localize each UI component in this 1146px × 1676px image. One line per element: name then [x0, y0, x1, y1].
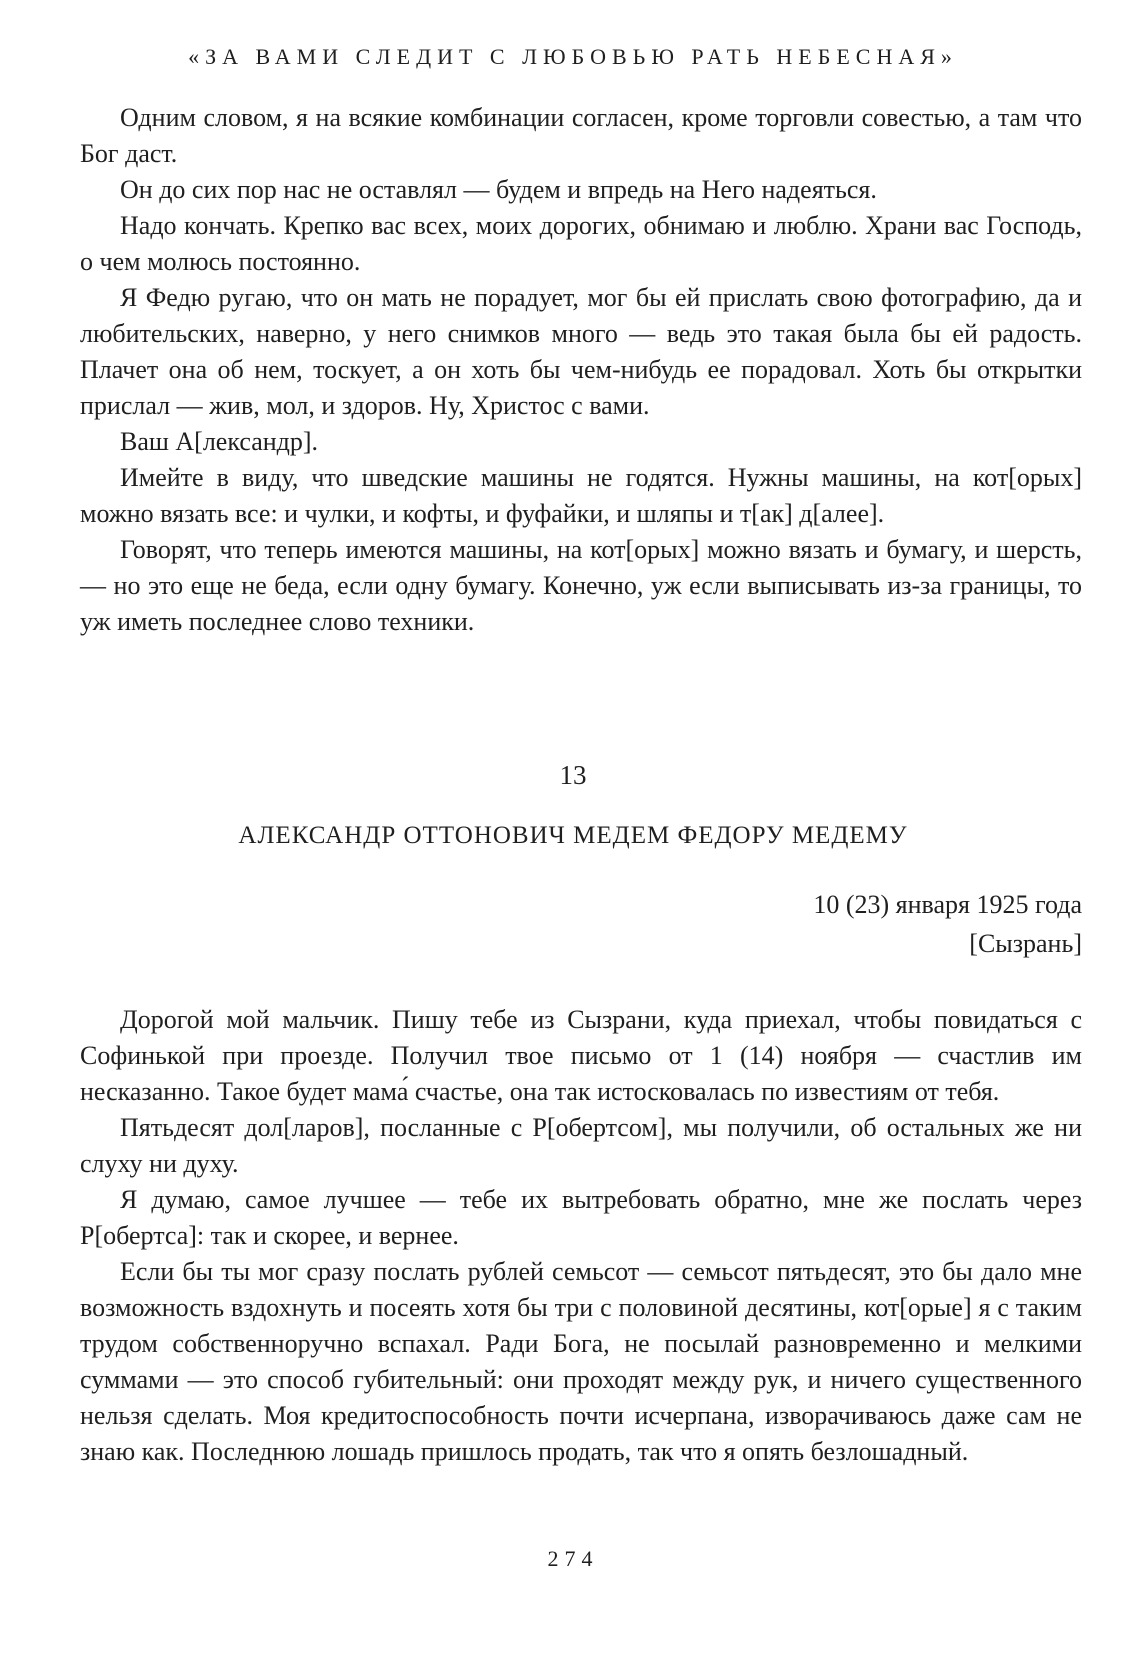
- letter-date: 10 (23) января 1925 года: [813, 890, 1082, 919]
- signature-line: Ваш А[лександр].: [120, 427, 319, 456]
- paragraph: Пятьдесят дол[ларов], посланные с Р[обертсом], мы получили, об остальных же ни слуху ни духу.: [80, 1113, 1082, 1178]
- letter-13-body: [80, 1002, 1082, 1470]
- paragraph: Он до сих пор нас не оставлял — будем и впредь на Него надеяться.: [120, 175, 877, 204]
- paragraph: Имейте в виду, что шведские машины не годятся. Нужны машины, на кот[орых] можно вязать все: и чулки, и кофты, и фуфайки, и шляпы и т[ак] д[алее].: [80, 463, 1082, 528]
- paragraph: Говорят, что теперь имеются машины, на кот[орых] можно вязать и бумагу, и шерсть, — но это еще не беда, если одну бумагу. Конечно, уж если выписывать из-за границы, то уж иметь последнее слово техники.: [80, 535, 1082, 636]
- paragraph: Одним словом, я на всякие комбинации согласен, кроме торговли совестью, а там что Бог даст.: [80, 103, 1082, 168]
- letter-number: 13: [559, 760, 587, 790]
- running-header: «ЗА ВАМИ СЛЕДИТ С ЛЮБОВЬЮ РАТЬ НЕБЕСНАЯ»: [188, 44, 958, 69]
- paragraph: Надо кончать. Крепко вас всех, моих дорогих, обнимаю и люблю. Храни вас Господь, о чем молюсь постоянно.: [80, 211, 1082, 276]
- letter-12-ending: [80, 100, 1082, 640]
- page-number: 274: [547, 1546, 599, 1571]
- paragraph: Дорогой мой мальчик. Пишу тебе из Сызрани, куда приехал, чтобы повидаться с Софинькой при проезде. Получил твое письмо от 1 (14) ноября — счастлив им несказанно. Такое будет мама́ счастье, она так истосковалась по известиям от тебя.: [80, 1005, 1082, 1106]
- letter-title: АЛЕКСАНДР ОТТОНОВИЧ МЕДЕМ ФЕДОРУ МЕДЕМУ: [238, 822, 908, 849]
- paragraph: Я Федю ругаю, что он мать не порадует, мог бы ей прислать свою фотографию, да и любительских, наверно, у него снимков много — ведь это такая была бы ей радость. Плачет она об нем, тоскует, а он хоть бы чем-нибудь ее порадовал. Хоть бы открытки прислал — жив, мол, и здоров. Ну, Христос с вами.: [80, 283, 1082, 420]
- letter-place: [Сызрань]: [969, 929, 1082, 958]
- paragraph: Я думаю, самое лучшее — тебе их вытребовать обратно, мне же послать через Р[обертса]: так и скорее, и вернее.: [80, 1185, 1082, 1250]
- paragraph: Если бы ты мог сразу послать рублей семьсот — семьсот пятьдесят, это бы дало мне возможность вздохнуть и посеять хотя бы три с половиной десятины, кот[орые] я с таким трудом собственноручно вспахал. Ради Бога, не посылай разновременно и мелкими суммами — это способ губительный: они проходят между рук, и ничего существенного нельзя сделать. Моя кредитоспособность почти исчерпана, изворачиваюсь даже сам не знаю как. Последнюю лошадь пришлось продать, так что я опять безлошадный.: [80, 1257, 1082, 1466]
